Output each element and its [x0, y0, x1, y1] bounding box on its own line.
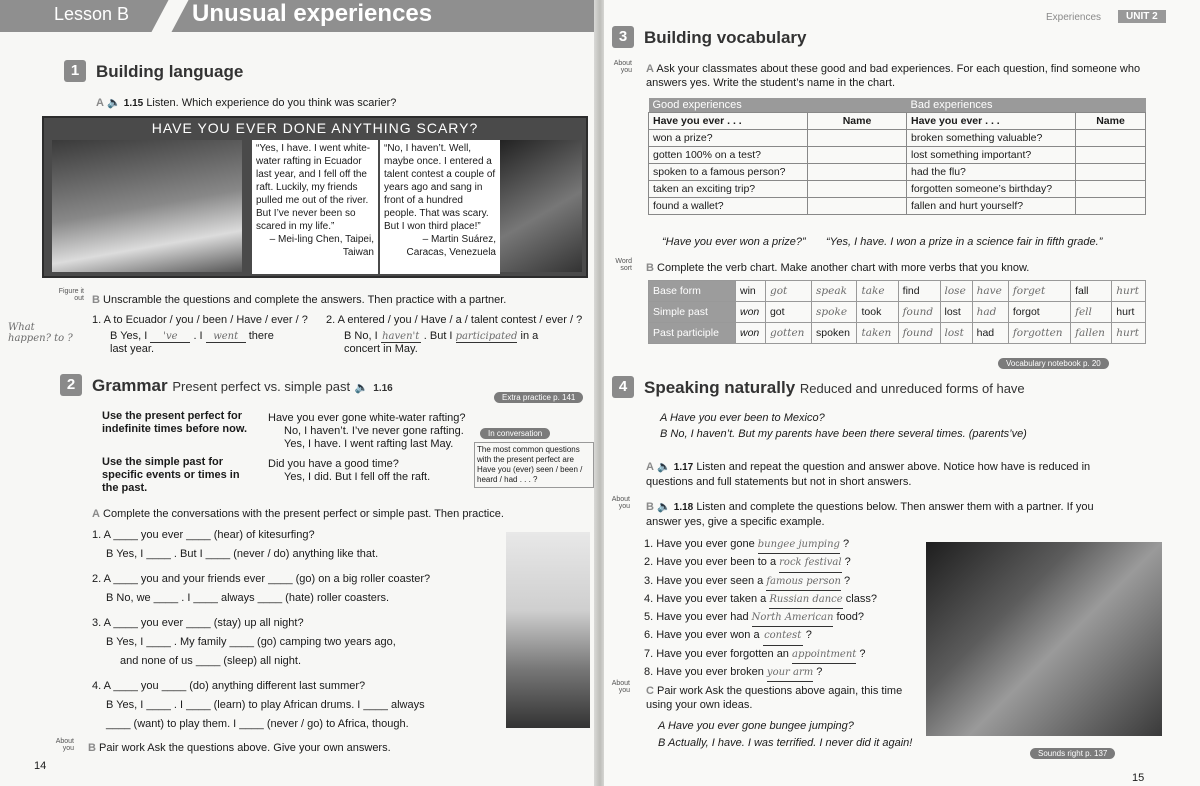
header-section: Experiences [1046, 12, 1102, 23]
verb-cell[interactable]: taken [857, 323, 898, 344]
examples-present-perfect [268, 412, 468, 451]
speaking-example [660, 410, 1027, 442]
q2-B-mid: . But I [423, 330, 453, 342]
answer-blank[interactable]: Russian dance [769, 591, 842, 609]
grammar-subtitle: Present perfect vs. simple past [172, 379, 351, 394]
verb-cell: lost [940, 302, 972, 323]
question-text: 2. Have you ever been to a [644, 556, 777, 569]
question-text: 8. Have you ever broken [644, 666, 764, 679]
bad-item: had the flu? [907, 164, 1076, 181]
q2-B-end: in a [520, 330, 539, 342]
exercise-1 [92, 526, 498, 564]
exercise-4-line-1: 4. A ____ you ____ (do) anything different last summer? [92, 680, 366, 692]
question-end: ? [859, 647, 866, 660]
q1-B-mid: . I [193, 330, 203, 342]
unscramble-1 [92, 314, 322, 355]
header-divider [151, 0, 188, 32]
C-example-b: B Actually, I have. I was terrified. I never did it again! [658, 737, 913, 749]
exercise-4-line-2: B Yes, I ____ . I ____ (learn) to play African drums. I ____ always [106, 699, 425, 711]
col-have: Have you ever . . . [907, 113, 1076, 130]
quote-2-text: “No, I haven’t. Well, maybe once. I entered a talent contest a couple of years ago and sang in front of a hundred people. That was scary. But I won third place!” [384, 143, 496, 232]
in-conversation-label: In conversation [480, 428, 550, 439]
quote-martin [380, 140, 500, 274]
A-instruction: Listen and repeat the question and answer above. Notice how have is reduced in questions and full statements but not in short answers. [646, 461, 1091, 488]
q2-answer-1[interactable]: haven't [382, 331, 420, 342]
exercise-1-line-2: B Yes, I ____ . But I ____ (never / do) anything like that. [106, 548, 379, 560]
section-2-title [92, 376, 393, 396]
speaking-title: Speaking naturally [644, 378, 796, 397]
section-4-number: 4 [612, 376, 634, 398]
q1-B-start: B Yes, I [110, 330, 148, 342]
exercise-1-line-1: 1. A ____ you ever ____ (hear) of kitesurfing? [92, 529, 315, 541]
B-instruction: Complete the verb chart. Make another chart with more verbs that you know. [657, 262, 1030, 274]
name-cell[interactable] [808, 147, 907, 164]
name-cell[interactable] [808, 164, 907, 181]
col-have: Have you ever . . . [649, 113, 808, 130]
verb-cell[interactable]: found [898, 323, 940, 344]
q2-A: 2. A entered / you / Have / a / talent contest / ever / ? [326, 314, 583, 326]
section-2-A [92, 508, 504, 520]
lesson-header [0, 0, 596, 32]
rafting-photo [52, 140, 242, 272]
question-text: 4. Have you ever taken a [644, 592, 767, 605]
name-cell[interactable] [808, 181, 907, 198]
answer-blank[interactable]: contest [763, 627, 803, 645]
quote-1-text: “Yes, I have. I went white-water rafting in Ecuador last year, and I fell off the raft. Luckily, my friends pulled me out of the river. But I’ve never been so scared in my life.” [256, 143, 371, 232]
speaker-icon[interactable]: 🔈 [657, 501, 671, 513]
B-instruction: Unscramble the questions and complete the answers. Then practice with a partner. [103, 294, 507, 306]
B-instruction: Listen and complete the questions below. Then answer them with a partner. If you answer yes, give a specific example. [646, 501, 1094, 528]
bad-item: fallen and hurt yourself? [907, 198, 1076, 215]
q1-B [110, 330, 322, 355]
q2-B-start: B No, I [344, 330, 378, 342]
verb-cell[interactable]: got [765, 281, 811, 302]
good-header: Good experiences [649, 98, 907, 113]
row-label: Base form [649, 281, 736, 302]
lesson-label: Lesson B [54, 4, 130, 24]
q1-A: 1. A to Ecuador / you / been / Have / ever / ? [92, 314, 308, 326]
audio-track: 1.18 [673, 502, 694, 513]
audio-track: 1.15 [123, 98, 144, 109]
page-number-right: 15 [1132, 772, 1145, 784]
B-label: B [646, 262, 654, 274]
verb-cell: took [857, 302, 898, 323]
section-1-number: 1 [64, 60, 86, 82]
about-you-tag: About you [613, 60, 632, 74]
verb-cell[interactable]: hurt [1112, 281, 1146, 302]
name-cell[interactable] [1076, 147, 1146, 164]
answer-blank[interactable]: famous person [766, 573, 841, 591]
verb-cell[interactable]: forget [1008, 281, 1070, 302]
kitesurfing-photo [506, 532, 590, 728]
q2-B-line2: concert in May. [344, 343, 418, 355]
verb-cell[interactable]: have [972, 281, 1008, 302]
A-instruction: Ask your classmates about these good and bad experiences. For each question, find someone who answers yes. Write the student’s name in the chart. [646, 63, 1141, 89]
verb-cell: won [736, 302, 766, 323]
section-4-B [646, 500, 1116, 529]
extra-practice-link[interactable]: Extra practice p. 141 [494, 392, 583, 403]
exercise-2-line-2: B No, we ____ . I ____ always ____ (hate) roller coasters. [106, 592, 390, 604]
verb-cell[interactable]: lose [940, 281, 972, 302]
unit-badge: UNIT 2 [1118, 10, 1166, 23]
grammar-title: Grammar [92, 376, 168, 395]
example-1a: Have you ever gone white-water rafting? [268, 412, 466, 424]
verb-cell[interactable]: take [857, 281, 898, 302]
question-end: class? [845, 592, 877, 605]
question-end: ? [816, 666, 823, 679]
verb-cell[interactable]: gotten [765, 323, 811, 344]
list-item [644, 554, 934, 572]
section-2-number: 2 [60, 374, 82, 396]
about-you-tag: About you [55, 738, 74, 752]
exercise-3 [92, 614, 498, 671]
singer-photo [500, 140, 582, 272]
rule-simple-past: Use the simple past for specific events or times in the past. [102, 456, 240, 494]
good-item: won a prize? [649, 130, 808, 147]
section-4-title [644, 378, 1025, 398]
good-item: taken an exciting trip? [649, 181, 808, 198]
row-label: Simple past [649, 302, 736, 323]
example-question: “Have you ever won a prize?” [662, 236, 806, 248]
answer-blank[interactable]: bungee jumping [758, 536, 840, 554]
q2-answer-2[interactable]: participated [455, 331, 518, 342]
bad-item: broken something valuable? [907, 130, 1076, 147]
scary-banner [42, 116, 588, 278]
section-4-C-example [658, 718, 912, 752]
name-cell[interactable] [1076, 181, 1146, 198]
verb-cell: forgot [1008, 302, 1070, 323]
A-label: A [646, 63, 654, 75]
verb-cell[interactable]: hurt [1112, 323, 1146, 344]
figure-it-out-tag: Figure it out [58, 288, 84, 302]
example-answer: “Yes, I have. I won a prize in a science fair in fifth grade.” [826, 236, 1103, 248]
list-item [644, 536, 934, 554]
q1-B-line2: last year. [110, 343, 155, 355]
q2-B [344, 330, 590, 355]
question-end: food? [836, 611, 865, 624]
example-line-a: A Have you ever been to Mexico? [660, 412, 825, 424]
speaking-subtitle: Reduced and unreduced forms of have [799, 381, 1025, 396]
sounds-right-link[interactable]: Sounds right p. 137 [1030, 748, 1115, 759]
table-row [649, 181, 1146, 198]
quote-1-author: – Mei-ling Chen, Taipei, Taiwan [269, 234, 374, 258]
in-conversation-box: The most common questions with the present perfect are Have you (ever) seen / been / heard / had . . . ? [474, 442, 594, 488]
example-1c: Yes, I have. I went rafting last May. [284, 438, 454, 450]
example-line-b: B No, I haven’t. But my parents have been there several times. (parents’ve) [660, 428, 1027, 440]
audio-track: 1.17 [673, 462, 694, 473]
list-item [644, 591, 934, 609]
question-end: ? [843, 574, 851, 587]
example-2a: Did you have a good time? [268, 458, 399, 470]
lesson-title: Unusual experiences [192, 0, 433, 27]
exercise-2 [92, 570, 498, 608]
section-2-B [88, 742, 391, 754]
question-end: ? [844, 556, 851, 569]
table-row [649, 130, 1146, 147]
speaker-icon[interactable]: 🔈 [354, 382, 369, 394]
section-1-B [92, 294, 506, 306]
C-example-a: A Have you ever gone bungee jumping? [658, 720, 854, 732]
name-cell[interactable] [1076, 164, 1146, 181]
examples-simple-past [268, 458, 468, 484]
bad-item: forgotten someone’s birthday? [907, 181, 1076, 198]
banner-title: HAVE YOU EVER DONE ANYTHING SCARY? [151, 120, 479, 136]
col-name: Name [808, 113, 907, 130]
name-cell[interactable] [808, 198, 907, 215]
question-text: 5. Have you ever had [644, 611, 749, 624]
answer-blank[interactable]: North American [752, 609, 834, 627]
example-1b: No, I haven’t. I’ve never gone rafting. [284, 425, 464, 437]
section-3-A [646, 62, 1146, 90]
verb-cell[interactable]: forgotten [1008, 323, 1070, 344]
vocabulary-notebook-link[interactable]: Vocabulary notebook p. 20 [998, 358, 1109, 369]
good-item: spoken to a famous person? [649, 164, 808, 181]
question-text: 7. Have you ever forgotten an [644, 647, 789, 660]
question-end: ? [842, 538, 850, 550]
answer-blank[interactable]: your arm [767, 664, 813, 682]
verb-cell[interactable]: had [972, 302, 1008, 323]
A-instruction: Complete the conversations with the present perfect or simple past. Then practice. [103, 508, 504, 520]
C-instruction: Pair work Ask the questions above again, this time using your own ideas. [646, 685, 903, 711]
verb-cell: win [736, 281, 766, 302]
good-item: found a wallet? [649, 198, 808, 215]
verb-chart [648, 280, 1146, 344]
answer-blank[interactable]: appointment [792, 646, 856, 664]
question-text: 3. Have you ever seen a [644, 574, 764, 587]
about-you-tag: About you [611, 496, 630, 510]
answer-blank[interactable]: rock festival [779, 554, 841, 572]
table-row [649, 198, 1146, 215]
question-text: 1. Have you ever gone [644, 538, 755, 550]
section-1-title: Building language [96, 62, 244, 81]
section-3-number: 3 [612, 26, 634, 48]
section-4-A [646, 460, 1106, 489]
margin-note: What happen? to ? [8, 322, 73, 344]
verb-cell[interactable]: fell [1071, 302, 1112, 323]
list-item [644, 664, 934, 682]
A-label: A [96, 97, 104, 109]
verb-row-past [649, 302, 1146, 323]
word-sort-tag: Word sort [615, 258, 632, 272]
exercise-2-line-1: 2. A ____ you and your friends ever ____ (go) on a big roller coaster? [92, 573, 431, 585]
speaker-icon[interactable]: 🔈 [657, 461, 671, 473]
q1-answer-1[interactable]: 've [150, 331, 190, 343]
left-page [0, 0, 596, 786]
list-item [644, 646, 934, 664]
have-you-ever-list [644, 536, 934, 682]
A-label: A [646, 461, 654, 473]
name-cell[interactable] [1076, 130, 1146, 147]
verb-cell: got [765, 302, 811, 323]
verb-cell[interactable]: lost [940, 323, 972, 344]
exercise-3-line-3: and none of us ____ (sleep) all night. [120, 655, 302, 667]
name-cell[interactable] [808, 130, 907, 147]
audio-track: 1.16 [373, 383, 393, 394]
row-label: Past participle [649, 323, 736, 344]
A-instruction: Listen. Which experience do you think was scarier? [146, 97, 397, 109]
verb-cell: had [972, 323, 1008, 344]
q1-answer-2[interactable]: went [206, 331, 246, 343]
exercise-4-line-3: ____ (want) to play them. I ____ (never / go) to Africa, though. [106, 718, 409, 730]
about-you-tag: About you [611, 680, 630, 694]
verb-cell[interactable]: found [898, 302, 940, 323]
verb-cell[interactable]: speak [812, 281, 857, 302]
table-row [649, 164, 1146, 181]
quote-2-author: – Martin Suárez, Caracas, Venezuela [406, 234, 496, 258]
name-cell[interactable] [1076, 198, 1146, 215]
bad-item: lost something important? [907, 147, 1076, 164]
list-item [644, 609, 934, 627]
good-item: gotten 100% on a test? [649, 147, 808, 164]
q1-B-end: there [248, 330, 274, 342]
question-end: ? [805, 629, 812, 642]
B-label: B [88, 742, 96, 754]
col-name: Name [1076, 113, 1146, 130]
slackline-photo [926, 542, 1162, 736]
section-3-B [646, 262, 1029, 274]
verb-cell[interactable]: spoke [812, 302, 857, 323]
section-4-C [646, 684, 912, 712]
page-number-left: 14 [34, 760, 47, 772]
list-item [644, 573, 934, 591]
verb-cell: won [736, 323, 766, 344]
unscramble-2 [326, 314, 590, 355]
B-label: B [646, 501, 654, 513]
question-text: 6. Have you ever won a [644, 629, 760, 642]
quote-mei-ling [252, 140, 378, 274]
A-label: A [92, 508, 100, 520]
section-1-A [96, 96, 396, 109]
speaker-icon[interactable]: 🔈 [107, 97, 121, 109]
experiences-chart [648, 98, 1146, 215]
list-item [644, 627, 934, 645]
exercise-3-line-1: 3. A ____ you ever ____ (stay) up all night? [92, 617, 304, 629]
exercise-4 [92, 677, 498, 734]
verb-cell: find [898, 281, 940, 302]
B-label: B [92, 294, 100, 306]
example-2b: Yes, I did. But I fell off the raft. [284, 471, 431, 483]
verb-cell: fall [1071, 281, 1112, 302]
exercise-3-line-2: B Yes, I ____ . My family ____ (go) camping two years ago, [106, 636, 396, 648]
right-page [604, 0, 1200, 786]
C-label: C [646, 685, 654, 697]
verb-cell[interactable]: fallen [1071, 323, 1112, 344]
verb-row-base [649, 281, 1146, 302]
verb-cell: spoken [812, 323, 857, 344]
bad-header: Bad experiences [907, 98, 1146, 113]
section-3-title: Building vocabulary [644, 28, 807, 47]
table-row [649, 147, 1146, 164]
verb-cell: hurt [1112, 302, 1146, 323]
rule-present-perfect: Use the present perfect for indefinite times before now. [102, 410, 248, 435]
conversation-exercises [92, 526, 498, 734]
verb-row-participle [649, 323, 1146, 344]
B-instruction: Pair work Ask the questions above. Give your own answers. [99, 742, 391, 754]
